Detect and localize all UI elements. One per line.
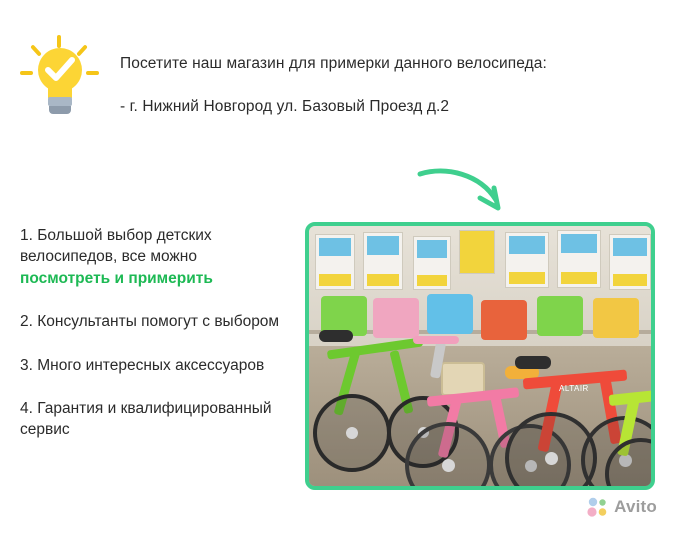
check-icon [44, 56, 76, 84]
wall-poster [557, 230, 601, 288]
list-item [20, 355, 290, 376]
list-item-text: 2. Консультанты помогут с выбором [20, 313, 280, 331]
wall-poster [609, 234, 651, 290]
store-visit-callout [0, 22, 675, 162]
wall-poster [363, 232, 403, 290]
wall-poster-yellow [459, 230, 495, 274]
list-item-text: 3. Много интересных аксессуаров [20, 356, 265, 374]
callout-line-2: - г. Нижний Новгород ул. Базовый Проезд д.2 [120, 97, 450, 115]
background-bike [427, 294, 473, 334]
lightbulb-check-icon [22, 36, 98, 132]
list-item-text: 1. Большой выбор детских велосипедов, все можно [20, 227, 212, 266]
bike-brand-label: ALTAIR [559, 384, 589, 393]
store-photo [309, 226, 651, 486]
callout-line-1: Посетите наш магазин для примерки данного велосипеда: [120, 55, 547, 72]
avito-wordmark: Avito [614, 497, 657, 516]
wall-poster [315, 234, 355, 290]
list-item [20, 311, 290, 332]
background-bike [593, 298, 639, 338]
bulb-ray [76, 44, 88, 56]
background-bike [373, 298, 419, 338]
bulb-ray [20, 71, 33, 75]
bulb-ray [30, 44, 42, 56]
callout-text [120, 22, 577, 118]
background-bike [537, 296, 583, 336]
bulb-ray [86, 71, 99, 75]
avito-logo-icon [586, 496, 608, 518]
bulb-base-bottom [49, 106, 71, 114]
bulb-ray [57, 35, 61, 48]
list-item [20, 225, 290, 289]
benefits-list [20, 225, 290, 441]
curved-arrow-down-right-icon [416, 168, 516, 216]
store-photo-frame [305, 222, 655, 490]
wall-poster [413, 236, 451, 290]
avito-watermark [586, 496, 657, 518]
list-item-highlight: посмотреть и примерить [20, 269, 213, 287]
background-bike [481, 300, 527, 340]
list-item [20, 398, 290, 441]
wall-poster [505, 232, 549, 288]
bulb-icon-wrap [0, 22, 120, 132]
list-item-text: 4. Гарантия и квалифицированный сервис [20, 399, 272, 439]
bulb-base [48, 97, 72, 106]
